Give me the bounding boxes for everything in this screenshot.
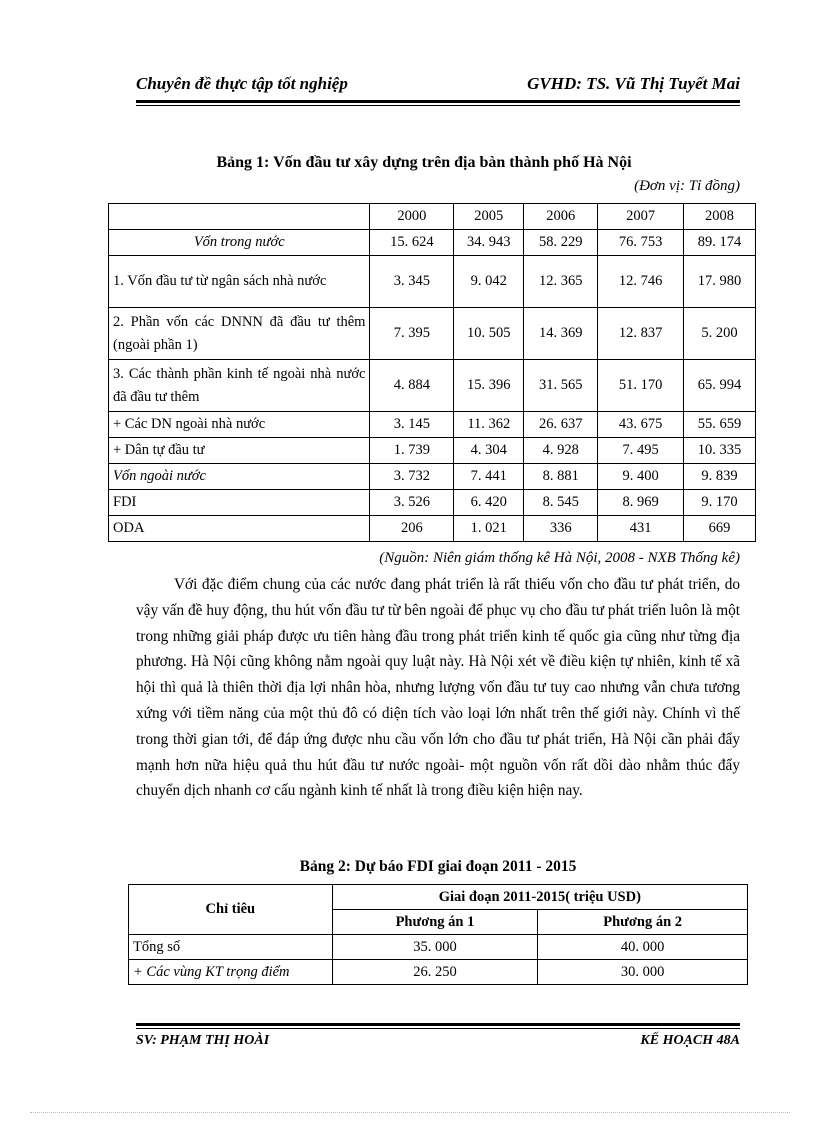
- cell-value: 4. 884: [370, 360, 454, 412]
- cell-value: 12. 365: [524, 256, 598, 308]
- cell-value: 15. 396: [454, 360, 524, 412]
- table2-indicator-header: Chỉ tiêu: [129, 885, 333, 935]
- row-label: 3. Các thành phần kinh tế ngoài nhà nước đã đầu tư thêm: [109, 360, 370, 412]
- cell-value: 9. 839: [684, 464, 756, 490]
- row-label: Tổng số: [129, 935, 333, 960]
- table-row: [109, 360, 756, 412]
- cell-value: 8. 881: [524, 464, 598, 490]
- cell-value: 8. 969: [598, 490, 684, 516]
- cell-value: 1. 739: [370, 438, 454, 464]
- row-label: + Dân tự đầu tư: [109, 438, 370, 464]
- cell-value: 4. 304: [454, 438, 524, 464]
- table-row: [109, 464, 756, 490]
- cell-value: 11. 362: [454, 412, 524, 438]
- cell-value: 4. 928: [524, 438, 598, 464]
- table1-corner-cell: [109, 204, 370, 230]
- cell-value: 51. 170: [598, 360, 684, 412]
- cell-value: 31. 565: [524, 360, 598, 412]
- header-supervisor: GVHD: TS. Vũ Thị Tuyết Mai: [527, 74, 740, 93]
- year-header: 2005: [454, 204, 524, 230]
- cell-value: 10. 335: [684, 438, 756, 464]
- page-header: [136, 72, 740, 98]
- row-label: Vốn ngoài nước: [109, 464, 370, 490]
- table1-source: (Nguồn: Niên giám thống kê Hà Nội, 2008 - NXB Thống kê): [379, 550, 740, 566]
- body-paragraph: Với đặc điểm chung của các nước đang phát triển là rất thiếu vốn cho đầu tư phát triển, do vậy vấn đề huy động, thu hút vốn đầu tư từ bên ngoài để phục vụ cho đầu tư phát triển luôn là một trong những giải pháp được ưu tiên hàng đầu trong phát triển kinh tế quốc gia cũng như từng địa phương. Hà Nội cũng không nằm ngoài quy luật này. Hà Nội xét về điều kiện tự nhiên, kinh tế xã hội thì quả là thiên thời địa lợi nhân hòa, nhưng lượng vốn đầu tư tuy cao nhưng vẫn chưa tương xứng với tiềm năng của một thủ đô có diện tích vào loại lớn nhất trên thế giới này. Chính vì thế trong thời gian tới, để đáp ứng được nhu cầu vốn lớn cho đầu tư phát triển, Hà Nội cần phải đẩy mạnh hơn nữa hiệu quả thu hút đầu tư nước ngoài- một nguồn vốn rất dồi dào nhằm thúc đẩy chuyển dịch nhanh cơ cấu ngành kinh tế nhất là trong điều kiện hiện nay.: [136, 576, 740, 800]
- cell-value: 7. 495: [598, 438, 684, 464]
- cell-value: 76. 753: [598, 230, 684, 256]
- table2-header-row: [129, 885, 748, 910]
- row-label: + Các DN ngoài nhà nước: [109, 412, 370, 438]
- cell-value: 89. 174: [684, 230, 756, 256]
- row-label: 1. Vốn đầu tư từ ngân sách nhà nước: [109, 256, 370, 308]
- cell-value: 26. 637: [524, 412, 598, 438]
- table1-title: Bảng 1: Vốn đầu tư xây dựng trên địa bàn thành phố Hà Nội: [216, 154, 632, 171]
- cell-value: 26. 250: [332, 960, 538, 985]
- cell-value: 40. 000: [538, 935, 748, 960]
- table-row: [109, 516, 756, 542]
- page-bottom-divider: [30, 1112, 790, 1113]
- header-rule-thin: [136, 105, 740, 106]
- table-row: [129, 960, 748, 985]
- year-header: 2007: [598, 204, 684, 230]
- cell-value: 7. 395: [370, 308, 454, 360]
- table1-header-row: [109, 204, 756, 230]
- header-rule-thick: [136, 100, 740, 103]
- table-row: [109, 438, 756, 464]
- cell-value: 15. 624: [370, 230, 454, 256]
- option-header: Phương án 2: [538, 910, 748, 935]
- cell-value: 8. 545: [524, 490, 598, 516]
- cell-value: 9. 042: [454, 256, 524, 308]
- cell-value: 17. 980: [684, 256, 756, 308]
- cell-value: 5. 200: [684, 308, 756, 360]
- table-row: [129, 935, 748, 960]
- cell-value: 10. 505: [454, 308, 524, 360]
- table2-period-header: Giai đoạn 2011-2015( triệu USD): [332, 885, 747, 910]
- cell-value: 14. 369: [524, 308, 598, 360]
- cell-value: 3. 145: [370, 412, 454, 438]
- cell-value: 3. 732: [370, 464, 454, 490]
- cell-value: 34. 943: [454, 230, 524, 256]
- cell-value: 6. 420: [454, 490, 524, 516]
- cell-value: 669: [684, 516, 756, 542]
- year-header: 2000: [370, 204, 454, 230]
- table2: [128, 884, 748, 985]
- year-header: 2006: [524, 204, 598, 230]
- cell-value: 12. 837: [598, 308, 684, 360]
- year-header: 2008: [684, 204, 756, 230]
- table1: [108, 203, 756, 542]
- cell-value: 65. 994: [684, 360, 756, 412]
- cell-value: 58. 229: [524, 230, 598, 256]
- table1-unit: (Đơn vị: Tỉ đồng): [634, 178, 740, 194]
- row-label: + Các vùng KT trọng điểm: [129, 960, 333, 985]
- cell-value: 1. 021: [454, 516, 524, 542]
- cell-value: 431: [598, 516, 684, 542]
- table-row: [109, 256, 756, 308]
- footer-rule-thick: [136, 1023, 740, 1026]
- cell-value: 9. 170: [684, 490, 756, 516]
- cell-value: 206: [370, 516, 454, 542]
- footer-class: KẾ HOẠCH 48A: [640, 1033, 740, 1048]
- header-course-title: Chuyên đề thực tập tốt nghiệp: [136, 74, 348, 93]
- footer-rule-thin: [136, 1028, 740, 1029]
- row-label: ODA: [109, 516, 370, 542]
- cell-value: 3. 345: [370, 256, 454, 308]
- cell-value: 43. 675: [598, 412, 684, 438]
- cell-value: 9. 400: [598, 464, 684, 490]
- table-row: [109, 412, 756, 438]
- row-label: 2. Phần vốn các DNNN đã đầu tư thêm (ngoài phần 1): [109, 308, 370, 360]
- cell-value: 336: [524, 516, 598, 542]
- table-row: [109, 230, 756, 256]
- cell-value: 12. 746: [598, 256, 684, 308]
- row-label: Vốn trong nước: [109, 230, 370, 256]
- cell-value: 7. 441: [454, 464, 524, 490]
- footer-student: SV: PHẠM THỊ HOÀI: [136, 1033, 270, 1048]
- table-row: [109, 308, 756, 360]
- option-header: Phương án 1: [332, 910, 538, 935]
- cell-value: 35. 000: [332, 935, 538, 960]
- cell-value: 3. 526: [370, 490, 454, 516]
- cell-value: 55. 659: [684, 412, 756, 438]
- cell-value: 30. 000: [538, 960, 748, 985]
- row-label: FDI: [109, 490, 370, 516]
- table2-title: Bảng 2: Dự báo FDI giai đoạn 2011 - 2015: [299, 858, 577, 875]
- table-row: [109, 490, 756, 516]
